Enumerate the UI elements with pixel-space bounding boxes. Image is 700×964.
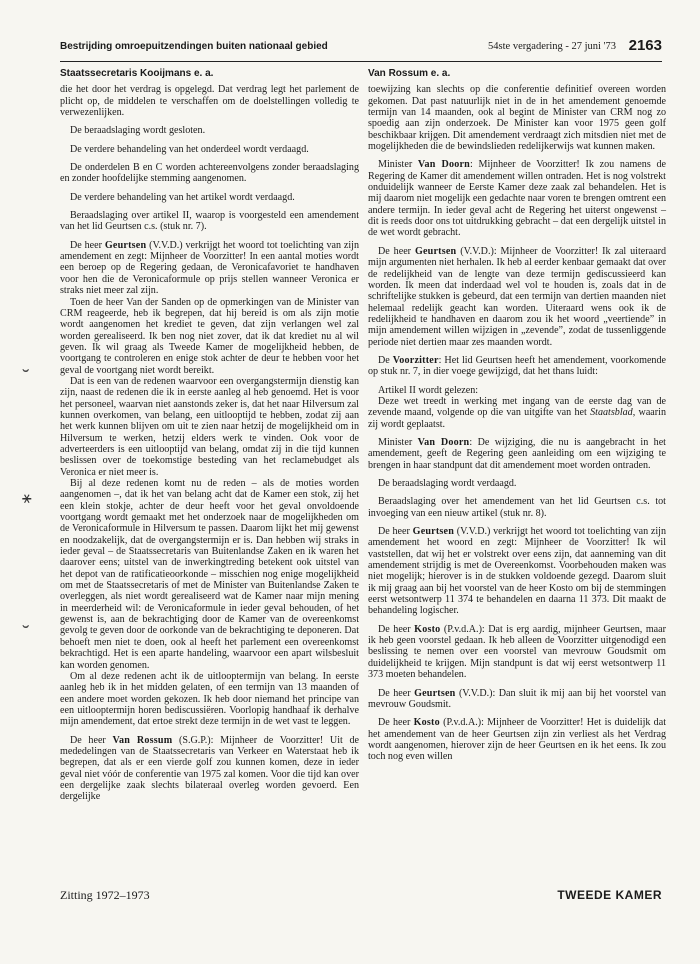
- paragraph: Toen de heer Van der Sanden op de opmerkingen van de Minister van CRM reageerde, heb ik begrepen, dat hij bereid is om als zijn motie wordt aangenomen het krediet te geven, dat zijn verlangen wel zal worden gerealiseerd. Ik ben nog niet zover, dat ik dat krediet nu al wil geven. Ik wil graag als Tweede Kamer de mogelijkheid hebben, de voortgang te controleren en enige stok achter de deur te hebben voor het geval de voortgang niet wordt bereikt.: [60, 296, 359, 376]
- speaker-prefix: De heer: [378, 526, 413, 538]
- margin-mark-2: ⚹: [22, 490, 32, 507]
- header-rule: [60, 61, 662, 62]
- speech-text: (V.V.D.): Dan sluit ik mij aan bij het voorstel van mevrouw Goudsmit.: [368, 687, 667, 710]
- speaker-name: Van Doorn: [417, 159, 470, 171]
- paragraph: toewijzing kan slechts op die conferentie definitief overeen worden gekomen. Dat past natuurlijk niet in de in het amendement genoemde termijn van 14 maanden, ook al begint de Minister van CRM nog zo spoedig aan zijn onderzoek. De Minister kan voor 1975 geen golf beschikbaar krijgen. Dit amendement verdraagt zich mitsdien niet met de mogelijkheden die de bewindslieden redelijkerwijs wat kunnen maken.: [368, 84, 666, 153]
- speaker-prefix: De heer: [378, 717, 414, 729]
- speech-text: (V.V.D.): Mijnheer de Voorzitter! Ik zal uiteraard mijn argumenten niet herhalen. Ik heb al eerder kenbaar gemaakt dat over de redelijkheid van de lengte van deze termijn gediscussieerd kan worden. Ik meen dat inderdaad wel vol te houden is, zoals dat in de schriftelijke stukken is gebeurd, dat een termijn van dertien maanden niet helemaal redelijk geacht kan worden. Uiteraard wens ook ik de redelijkheid te handhaven en daarom zou ik het woord „veertiende” in mijn amendement willen wijzigen in „zevende”, zodat de tussenliggende periode niet dertien maar zes maanden wordt.: [368, 245, 667, 348]
- margin-mark-3: ˘: [22, 620, 30, 645]
- speech-paragraph: [368, 246, 666, 348]
- paragraph: Beraadslaging over het amendement van het lid Geurtsen c.s. tot invoeging van een nieuw artikel (stuk nr. 8).: [368, 496, 666, 519]
- footer-session: Zitting 1972–1973: [60, 888, 150, 902]
- paragraph: De verdere behandeling van het onderdeel wordt verdaagd.: [70, 143, 309, 155]
- speech-text: (S.G.P.): Mijnheer de Voorzitter! Uit de mededelingen van de Staatssecretaris van Verkeer en Waterstaat heb ik begrepen, dat als er een vierde golf zou kunnen komen, deze in ieder geval niet vóór de conferentie van 1975 zal komen. Voor die tijd kan over een dergelijke zaak slechts bilateraal overleg worden gevoerd. Een dergelijke: [60, 734, 359, 803]
- left-column: [60, 66, 359, 810]
- speaker-prefix: Minister: [378, 159, 418, 171]
- speaker-name: Geurtsen: [414, 245, 457, 257]
- page-header: [60, 38, 662, 60]
- article-italic: Staatsblad: [590, 407, 633, 419]
- speaker-prefix: De heer: [378, 623, 415, 635]
- speaker-prefix: De heer: [378, 687, 415, 699]
- speaker-prefix: De: [378, 354, 393, 366]
- paragraph: Om al deze redenen acht ik de uitlooptermijn van belang. In eerste aanleg heb ik in het midden gelaten, of een termijn van 13 maanden of een andere moet worden gekozen. Ik heb door niemand het principe van een uitlooptermijn horen bediscussiëren. Voorlopig handhaaf ik derhalve mijn amendement, dat ertoe strekt deze termijn in de wet vast te leggen.: [60, 670, 359, 728]
- speaker-prefix: De heer: [378, 245, 415, 257]
- speech-text: (P.v.d.A.): Mijnheer de Voorzitter! Het is duidelijk dat het amendement van de heer Geurtsen zijn zin verliest als het Verdrag wordt aangenomen, hierover zijn de heer Geurtsen en ik het eens. Ik zou toch nog even willen: [368, 717, 667, 763]
- speaker-name: Geurtsen: [412, 526, 455, 538]
- paragraph: De onderdelen B en C worden achtereenvolgens zonder beraadslaging en zonder hoofdelijke stemming aangenomen.: [60, 162, 359, 185]
- paragraph: [368, 396, 666, 430]
- right-column: [368, 66, 666, 770]
- speech-paragraph: [60, 735, 359, 803]
- speaker-name: Geurtsen: [414, 687, 456, 699]
- article-text: Deze wet treedt in werking met ingang van de eerste dag van de zevende maand, volgende op die van uitgifte van het: [368, 395, 666, 419]
- speaker-name: Van Doorn: [417, 436, 470, 448]
- header-session: 54ste vergadering - 27 juni '73: [488, 41, 616, 52]
- speech-text: (V.V.D.) verkrijgt het woord tot toelichting van zijn amendement het woord en zegt: Mijnheer de Voorzitter! Ik wil vaststellen, dat wij het er volstrekt over eens zijn, dat aanneming van dit amendement strijdig is met de Overeenkomst. Voorbehouden maken was niet mogelijk; hierover is in de stukken voldoende gezegd. Daarom sluit ik mij graag aan bij het voorstel van de heer Kosto om bij de stemmingen eerst wetsontwerp 11 374 te behandelen en daarna 11 373. Dit maakt de behandeling logischer.: [368, 526, 666, 617]
- speech-text: (P.v.d.A.): Dat is erg aardig, mijnheer Geurtsen, maar ik heb geen voorstel gedaan. Ik heb alleen de Voorzitter uitgenodigd een beslissing te nemen over een voorstel van mevrouw Goudsmit om duidelijkheid te krijgen. Mijn standpunt is dat wij eerst wetsontwerp 11 373 moeten behandelen.: [368, 623, 667, 681]
- speech-text: : De wijziging, die nu is aangebracht in het amendement, geeft de Regering geen aanleiding om een wijziging te brengen in haar standpunt dat dit amendement moet worden ontraden.: [368, 436, 666, 471]
- speech-paragraph: [368, 624, 666, 681]
- speech-paragraph: [368, 526, 666, 617]
- paragraph: Artikel II wordt gelezen:: [378, 384, 479, 396]
- paragraph: Bij al deze redenen komt nu de reden – als de moties worden aangenomen –, dat ik het van belang acht dat de Kamer een stok, zij het een klein stokje, achter de deur heeft voor het geval onvoldoende voortgang wordt gemaakt met het onderzoek naar de mogelijkheden om de Veronicaformule in Hilversum te passen. Daarom lijkt het mij gewenst en noodzakelijk, dat de overgangstermijn er is. Dan hebben wij straks in ieder geval – de Staatssecretaris van Buitenlandse Zaken en ik waren het daarover eens; uitstel van de inwerkingtreding betekent ook uitstel van het depot van de ratificatieoorkonde – misschien nog enige mogelijkheid om met de Staatssecretaris of met de Minister van Buitenlandse Zaken te overleggen, als niet wordt gerealiseerd wat de Kamer naar mijn mening in meerderheid wil: de Veronicaformule in ieder geval behouden, of het gewenst is, aan de bekrachtiging door de Kamer van de overeenkomst gevolg te geven door de oorkonde van de bekrachtiging te deponeren. Dat behoeft men niet te doen, ook al heeft het parlement een overeenkomst bekrachtigd. Het is een aparte handeling, waarvoor een apart wilsbesluit kan worden genomen.: [60, 478, 359, 671]
- speech-paragraph: [368, 437, 666, 471]
- speech-paragraph: [368, 159, 666, 238]
- page-number: 2163: [628, 37, 662, 54]
- paragraph: De beraadslaging wordt verdaagd.: [378, 478, 517, 489]
- paragraph: De verdere behandeling van het artikel wordt verdaagd.: [70, 191, 295, 203]
- speech-text: : Het lid Geurtsen heeft het amendement, voorkomende op stuk nr. 7, in dier voege gewijzigd, dat het thans luidt:: [368, 354, 667, 378]
- speaker-name: Voorzitter: [392, 354, 439, 366]
- speech-paragraph: [368, 355, 666, 378]
- left-running-head: Staatssecretaris Kooijmans e. a.: [60, 68, 214, 79]
- speaker-prefix: Minister: [378, 436, 418, 448]
- speaker-prefix: De heer: [70, 239, 105, 251]
- speech-paragraph: [60, 240, 359, 297]
- paragraph: die het door het verdrag is opgelegd. Dat verdrag legt het parlement de plicht op, de middelen te verschaffen om de doelstellingen volledig te verwezenlijken.: [60, 84, 359, 119]
- speaker-name: Geurtsen: [104, 239, 147, 251]
- speaker-prefix: De heer: [70, 734, 113, 746]
- speech-paragraph: [368, 688, 666, 711]
- footer-chamber: TWEEDE KAMER: [557, 888, 662, 902]
- speaker-name: Van Rossum: [112, 734, 173, 746]
- header-title: Bestrijding omroepuitzendingen buiten nationaal gebied: [60, 41, 328, 52]
- speaker-name: Kosto: [413, 717, 440, 729]
- margin-mark-1: ˘: [22, 364, 30, 389]
- speech-paragraph: [368, 717, 666, 762]
- paragraph: Beraadslaging over artikel II, waarop is voorgesteld een amendement van het lid Geurtsen c.s. (stuk nr. 7).: [60, 210, 359, 233]
- speaker-name: Kosto: [414, 623, 441, 635]
- article-text-end: , waarin zij wordt geplaatst.: [368, 407, 666, 430]
- right-running-head: Van Rossum e. a.: [368, 68, 451, 79]
- paragraph: Dat is een van de redenen waarvoor een overgangstermijn dienstig kan zijn, naast de redenen die ik in eerste aanleg al heb genoemd. Het is voor het personeel, waarvan niet aanstonds zeker is, dat het naar Hilversum zal kunnen overkomen, van belang, een uitlooptijd te hebben, zodat zij aan het werk kunnen blijven om uit te zien naar hetzij de mogelijkheid om in Hilversum te werken, hetzij elders werk te vinden. Ook voor de adverteerders is een uitlooptijd van belang, omdat zij in die tijd kunnen beslissen over de toekomstige besteding van het reclamebudget als Veronica er niet meer is.: [60, 375, 359, 478]
- speech-text: : Mijnheer de Voorzitter! Ik zou namens de Regering de Kamer dit amendement willen ontraden. Het is nog volstrekt onduidelijk wanneer de Eerste Kamer deze zaak zal behandelen. Het is mij daarom niet mogelijk een gedachte naar voren te brengen omtrent een andere termijn. In ieder geval acht de Regering het uiterst ongewenst – dit is reeds door ons tot uitdrukking gebracht – dat een dergelijk uitstel in de wet wordt gebracht.: [368, 159, 666, 239]
- paragraph: De beraadslaging wordt gesloten.: [70, 125, 206, 137]
- speech-text: (V.V.D.) verkrijgt het woord tot toelichting van zijn amendement en zegt: Mijnheer de Voorzitter! In een aantal moties wordt een beroep op de Regering gedaan, de Veronicafavoriet te handhaven voor hen die de Veronicaformule op prijs stellen wanneer Veronica er straks niet meer zal zijn.: [60, 239, 359, 297]
